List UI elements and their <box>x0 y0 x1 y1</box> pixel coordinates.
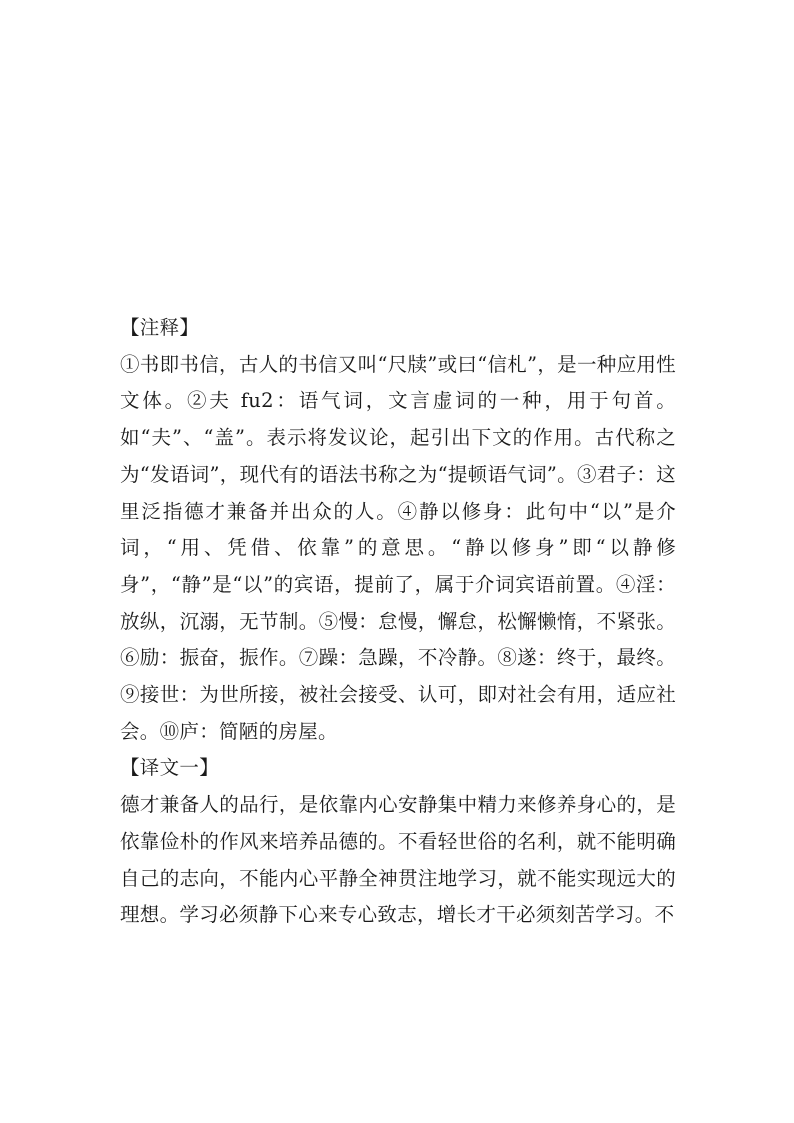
notes-paragraph: ①书即书信，古人的书信又叫“尺牍”或曰“信札”，是一种应用性文体。②夫 fu2：语气词，文言虚词的一种，用于句首。如“夫”、“盖”。表示将发议论，起引出下文的作用。古代称之为“发语词”，现代有的语法书称之为“提顿语气词”。③君子：这里泛指德才兼备并出众的人。④静以修身：此句中“以”是介词，“用、凭借、依靠”的意思。“静以修身”即“以静修身”，“静”是“以”的宾语，提前了，属于介词宾语前置。④淫：放纵，沉溺，无节制。⑤慢：怠慢，懈怠，松懈懒惰，不紧张。⑥励：振奋，振作。⑦躁：急躁，不冷静。⑧遂：终于，最终。⑨接世：为世所接，被社会接受、认可，即对社会有用，适应社会。⑩庐：简陋的房屋。 <box>120 352 676 743</box>
notes-heading: 【注释】 <box>120 316 200 339</box>
translation-paragraph: 德才兼备人的品行，是依靠内心安静集中精力来修养身心的，是依靠俭朴的作风来培养品德的。不看轻世俗的名利，就不能明确自己的志向，不能内心平静全神贯注地学习，就不能实现远大的理想。学习必须静下心来专心致志，增长才干必须刻苦学习。不 <box>120 793 676 927</box>
translation-heading: 【译文一】 <box>120 756 220 780</box>
document-body <box>120 310 676 934</box>
